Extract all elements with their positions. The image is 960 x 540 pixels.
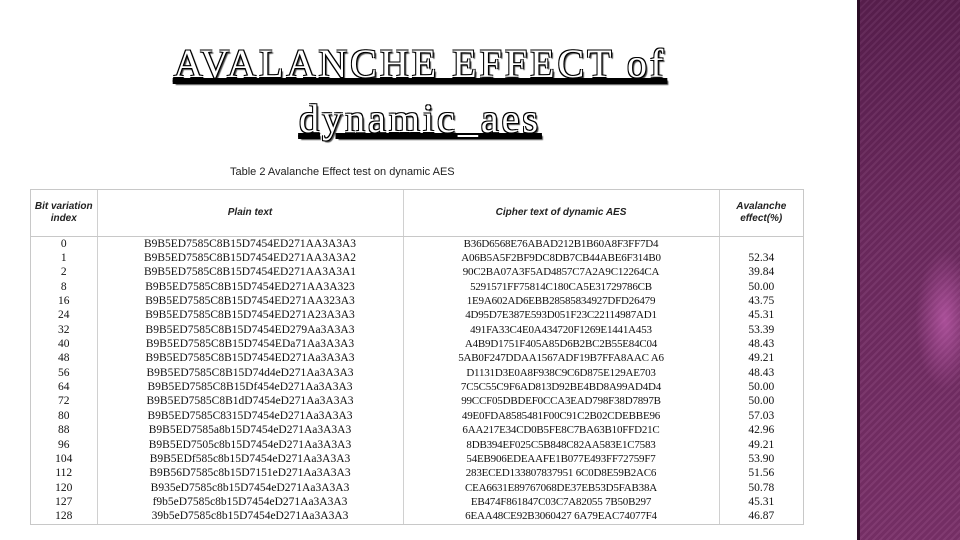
table-row — [31, 409, 803, 423]
plain-text-cell: B9B5ED7585C8B1dD7454eD271Aa3A3A3 — [97, 395, 403, 409]
avalanche-effect-cell: 53.90 — [719, 452, 803, 466]
cipher-text-cell: 49E0FDA8585481F00C91C2B02CDEBBE96 — [403, 409, 719, 423]
bit-index-cell: 32 — [58, 323, 70, 336]
plain-text-cell: B935eD7585c8b15D7454eD271Aa3A3A3 — [97, 481, 403, 495]
table-row — [31, 481, 803, 495]
avalanche-effect-cell: 51.56 — [719, 467, 803, 481]
table-header-row — [31, 190, 803, 237]
avalanche-effect-cell: 50.78 — [719, 481, 803, 495]
table-row — [31, 395, 803, 409]
table-row — [31, 366, 803, 380]
plain-text-cell: B9B5ED7585C8B15D7454ED271AA3A3A3 — [97, 237, 403, 252]
cipher-text-cell: A4B9D1751F405A85D6B2BC2B55E84C04 — [403, 337, 719, 351]
side-panel-glow — [915, 250, 960, 390]
slide-title — [120, 36, 720, 146]
bit-index-cell: 48 — [58, 352, 70, 365]
avalanche-effect-cell: 52.34 — [719, 251, 803, 265]
bit-index-cell: 80 — [58, 409, 70, 422]
cipher-text-cell: 99CCF05DBDEF0CCA3EAD798F38D7897B — [403, 395, 719, 409]
bit-index-cell: 64 — [58, 381, 70, 394]
bit-index-cell: 2 — [60, 266, 67, 279]
cipher-text-cell: 7C5C55C9F6AD813D92BE4BD8A99AD4D4 — [403, 380, 719, 394]
bit-index-cell: 72 — [58, 395, 70, 408]
bit-index-cell: 112 — [55, 467, 73, 480]
bit-index-cell: 0 — [60, 237, 67, 250]
cipher-text-cell: 283ECED133807837951 6C0D8E59B2AC6 — [403, 467, 719, 481]
bit-index-cell: 1 — [60, 252, 67, 265]
cipher-text-cell: B36D6568E76ABAD212B1B60A8F3FF7D4 — [403, 237, 719, 252]
avalanche-effect-cell: 49.21 — [719, 438, 803, 452]
plain-text-cell: B9B5ED7505c8b15D7454eD271Aa3A3A3 — [97, 438, 403, 452]
bit-index-cell: 16 — [58, 295, 70, 308]
bit-index-cell: 8 — [60, 280, 67, 293]
table-row — [31, 237, 803, 252]
avalanche-effect-cell: 42.96 — [719, 424, 803, 438]
cipher-text-cell: 8DB394EF025C5B848C82AA583E1C7583 — [403, 438, 719, 452]
table-row — [31, 510, 803, 524]
plain-text-cell: B9B5ED7585C8B15D7454ED271Aa3A3A3 — [97, 352, 403, 366]
avalanche-effect-cell: 45.31 — [719, 495, 803, 509]
bit-index-cell: 24 — [58, 309, 70, 322]
avalanche-effect-cell: 49.21 — [719, 352, 803, 366]
avalanche-effect-cell: 39.84 — [719, 266, 803, 280]
table-row — [31, 337, 803, 351]
plain-text-cell: B9B5ED7585C8B15D7454ED271AA323A3 — [97, 294, 403, 308]
table-body — [31, 237, 803, 525]
avalanche-effect-cell: 45.31 — [719, 309, 803, 323]
header-avalanche-effect: Avalanche effect(%) — [719, 190, 803, 237]
header-bit-index: Bit variation index — [31, 190, 97, 237]
bit-index-cell: 88 — [58, 424, 70, 437]
cipher-text-cell: 54EB906EDEAAFE1B077E493FF72759F7 — [403, 452, 719, 466]
bit-index-cell: 40 — [58, 338, 70, 351]
header-plain-text: Plain text — [97, 190, 403, 237]
table-row — [31, 495, 803, 509]
avalanche-effect-cell: 50.00 — [719, 395, 803, 409]
table-row — [31, 294, 803, 308]
table-row — [31, 309, 803, 323]
table-row — [31, 380, 803, 394]
cipher-text-cell: 5AB0F247DDAA1567ADF19B7FFA8AAC A6 — [403, 352, 719, 366]
table-row — [31, 424, 803, 438]
avalanche-effect-cell: 57.03 — [719, 409, 803, 423]
cipher-text-cell: EB474F861847C03C7A82055 7B50B297 — [403, 495, 719, 509]
table-row — [31, 352, 803, 366]
plain-text-cell: 39b5eD7585c8b15D7454eD271Aa3A3A3 — [97, 510, 403, 524]
cipher-text-cell: A06B5A5F2BF9DC8DB7CB44ABE6F314B0 — [403, 251, 719, 265]
avalanche-effect-cell: 48.43 — [719, 366, 803, 380]
plain-text-cell: B9B5ED7585C8315D7454eD271Aa3A3A3 — [97, 409, 403, 423]
avalanche-effect-cell: 48.43 — [719, 337, 803, 351]
table-row — [31, 266, 803, 280]
plain-text-cell: B9B5ED7585a8b15D7454eD271Aa3A3A3 — [97, 424, 403, 438]
plain-text-cell: B9B5ED7585C8B15D74d4eD271Aa3A3A3 — [97, 366, 403, 380]
plain-text-cell: B9B5ED7585C8B15D7454ED271AA3A3A2 — [97, 251, 403, 265]
plain-text-cell: B9B5ED7585C8B15D7454ED271A23A3A3 — [97, 309, 403, 323]
avalanche-effect-table — [31, 190, 803, 524]
plain-text-cell: B9B5ED7585C8B15D7454ED271AA3A3A1 — [97, 266, 403, 280]
avalanche-effect-cell: 50.00 — [719, 380, 803, 394]
plain-text-cell: B9B5ED7585C8B15Df454eD271Aa3A3A3 — [97, 380, 403, 394]
cipher-text-cell: 6EAA48CE92B3060427 6A79EAC74077F4 — [403, 510, 719, 524]
plain-text-cell: B9B5ED7585C8B15D7454EDa71Aa3A3A3 — [97, 337, 403, 351]
avalanche-effect-cell: 46.87 — [719, 510, 803, 524]
decorative-side-panel — [857, 0, 960, 540]
avalanche-effect-cell: 53.39 — [719, 323, 803, 337]
cipher-text-cell: 6AA217E34CD0B5FE8C7BA63B10FFD21C — [403, 424, 719, 438]
cipher-text-cell: 90C2BA07A3F5AD4857C7A2A9C12264CA — [403, 266, 719, 280]
plain-text-cell: f9b5eD7585c8b15D7454eD271Aa3A3A3 — [97, 495, 403, 509]
slide-title-line-1: AVALANCHE EFFECT of — [173, 41, 667, 86]
table-row — [31, 251, 803, 265]
plain-text-cell: B9B5EDf585c8b15D7454eD271Aa3A3A3 — [97, 452, 403, 466]
cipher-text-cell: 491FA33C4E0A434720F1269E1441A453 — [403, 323, 719, 337]
bit-index-cell: 96 — [58, 438, 70, 451]
table-row — [31, 280, 803, 294]
avalanche-table-container — [30, 189, 804, 525]
table-caption: Table 2 Avalanche Effect test on dynamic AES — [230, 166, 455, 178]
bit-index-cell: 56 — [58, 366, 70, 379]
slide-title-line-2: dynamic_aes — [299, 96, 541, 141]
cipher-text-cell: 5291571FF75814C180CA5E31729786CB — [403, 280, 719, 294]
table-row — [31, 438, 803, 452]
table-row — [31, 323, 803, 337]
plain-text-cell: B9B5ED7585C8B15D7454ED279Aa3A3A3 — [97, 323, 403, 337]
bit-index-cell: 128 — [55, 510, 73, 523]
bit-index-cell: 120 — [55, 481, 73, 494]
cipher-text-cell: CEA6631E89767068DE37EB53D5FAB38A — [403, 481, 719, 495]
table-row — [31, 452, 803, 466]
avalanche-effect-cell: 43.75 — [719, 294, 803, 308]
avalanche-effect-cell: 50.00 — [719, 280, 803, 294]
plain-text-cell: B9B5ED7585C8B15D7454ED271AA3A323 — [97, 280, 403, 294]
cipher-text-cell: 1E9A602AD6EBB28585834927DFD26479 — [403, 294, 719, 308]
plain-text-cell: B9B56D7585c8b15D7151eD271Aa3A3A3 — [97, 467, 403, 481]
table-row — [31, 467, 803, 481]
header-cipher-text: Cipher text of dynamic AES — [403, 190, 719, 237]
bit-index-cell: 104 — [55, 452, 73, 465]
avalanche-effect-cell — [719, 237, 803, 252]
bit-index-cell: 127 — [55, 495, 73, 508]
cipher-text-cell: D1131D3E0A8F938C9C6D875E129AE703 — [403, 366, 719, 380]
cipher-text-cell: 4D95D7E387E593D051F23C22114987AD1 — [403, 309, 719, 323]
